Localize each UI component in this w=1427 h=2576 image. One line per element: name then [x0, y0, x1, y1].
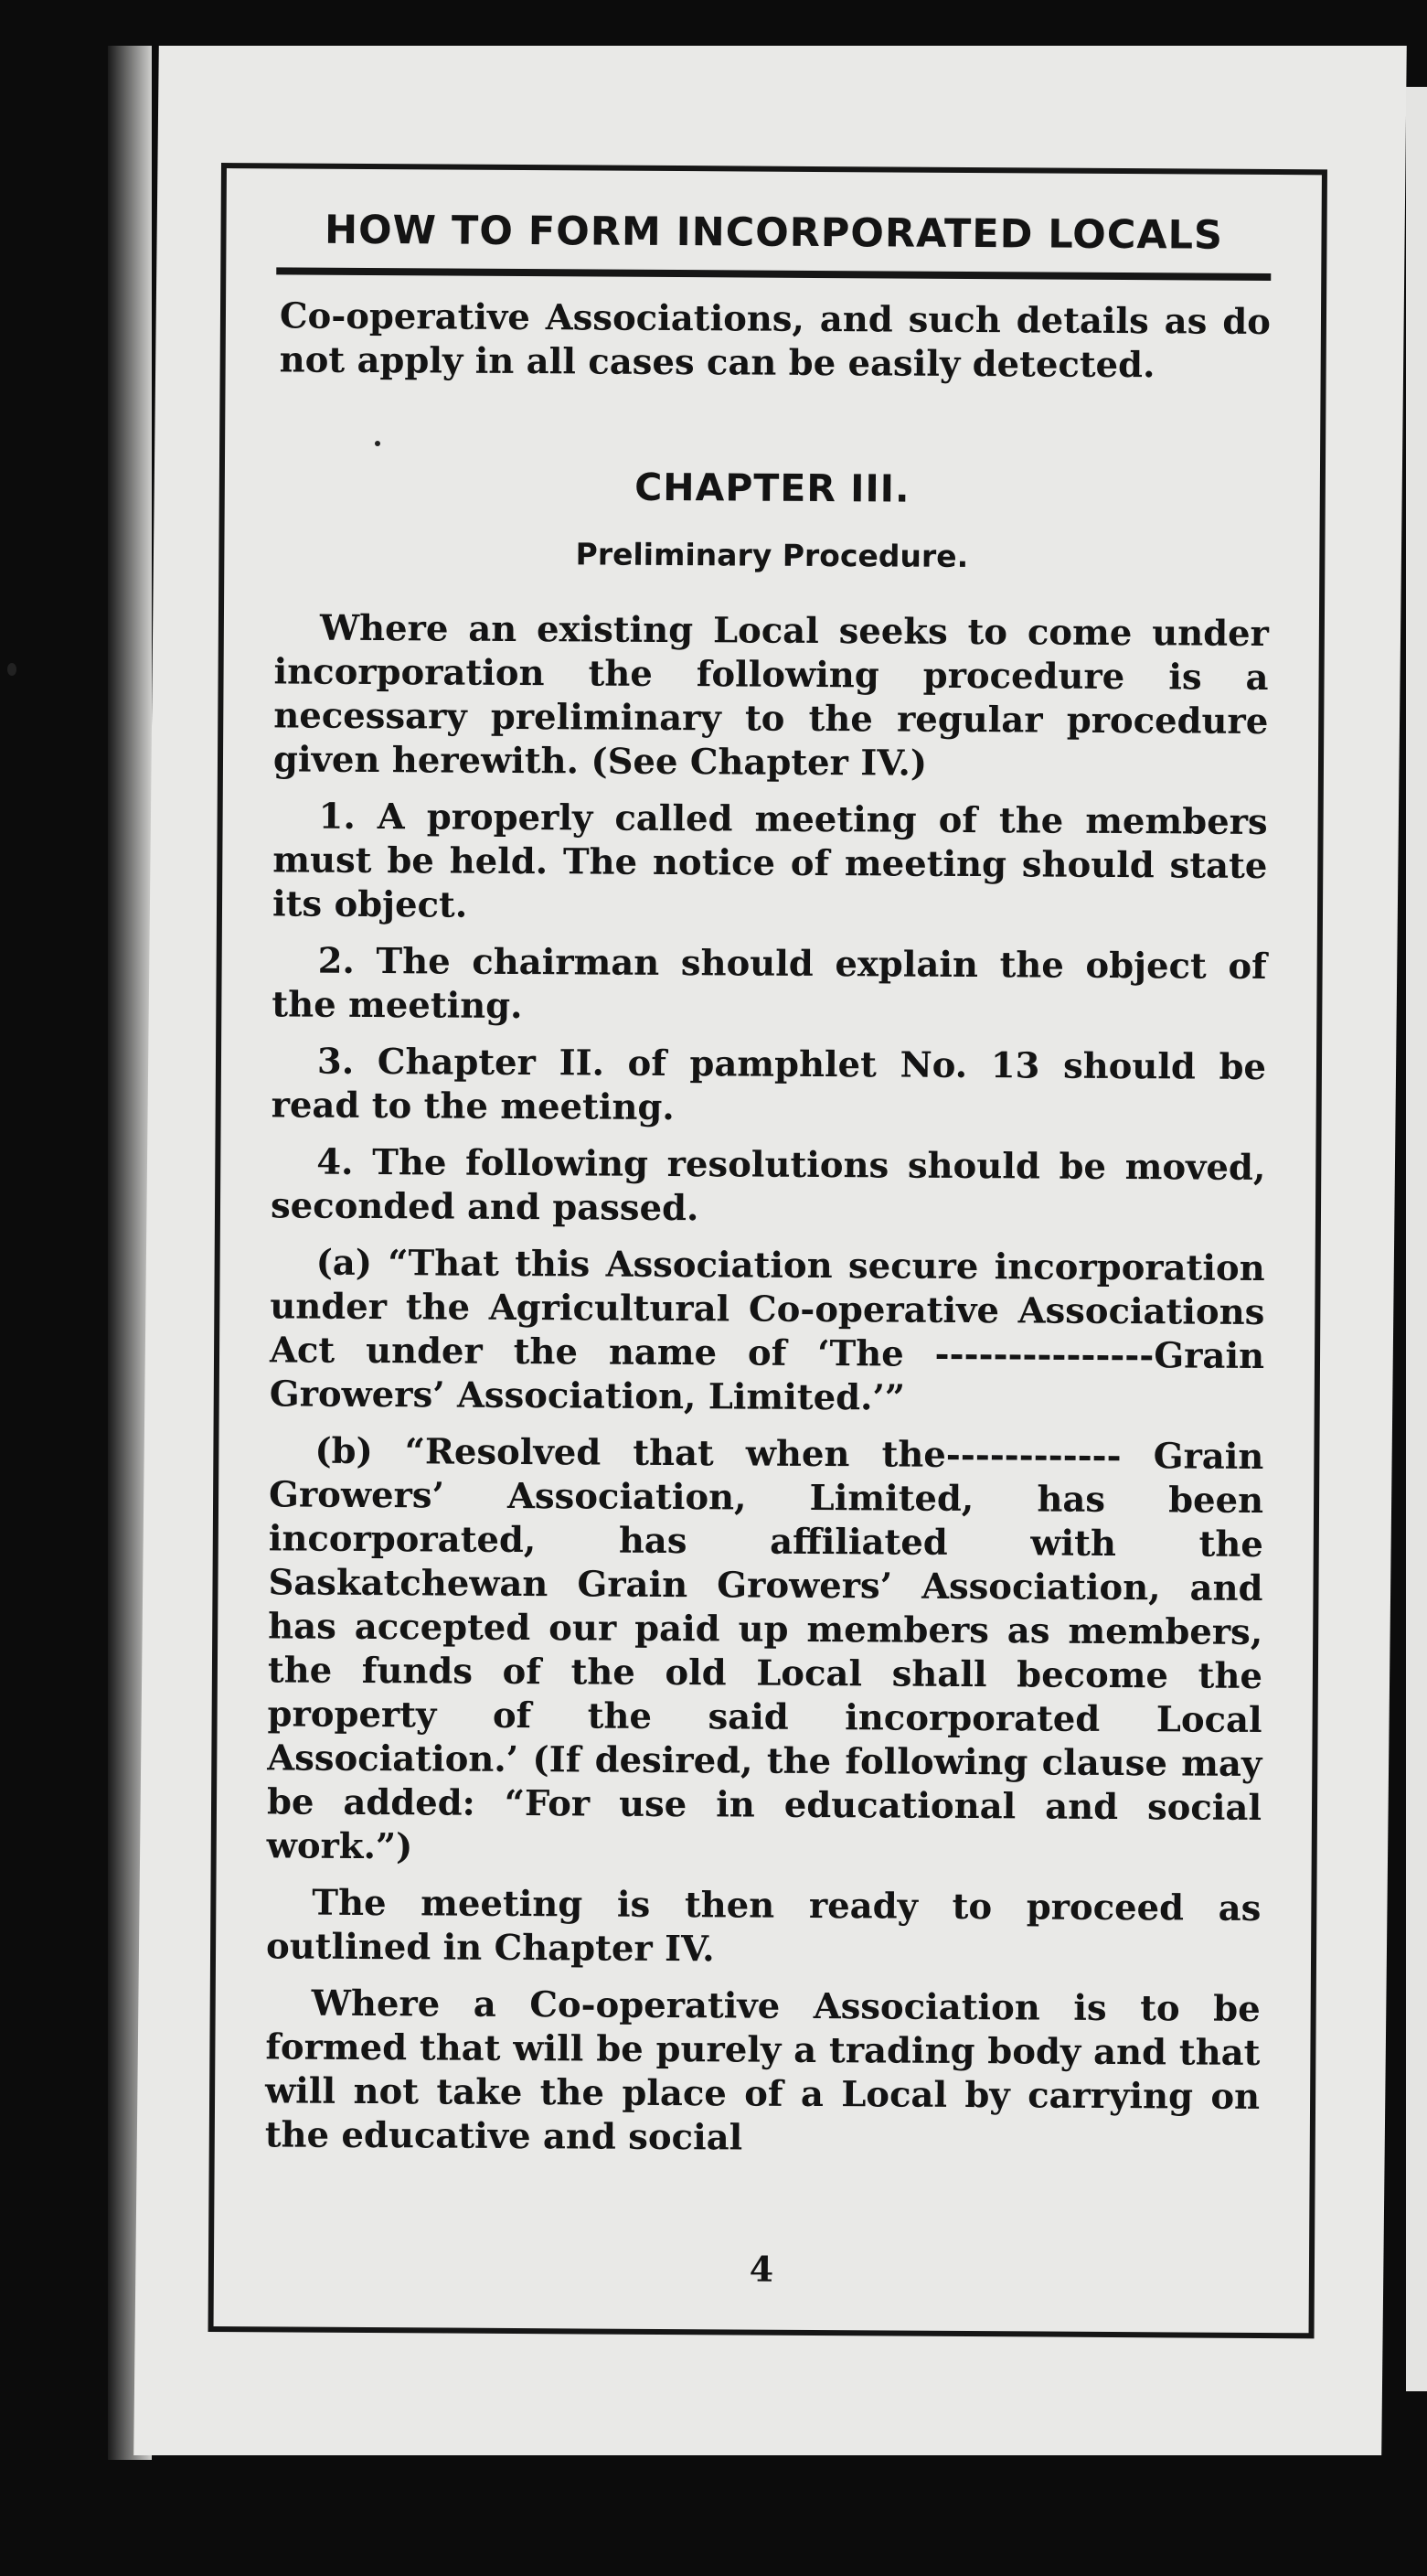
step-2-paragraph: 2. The chairman should explain the object of the meeting.: [272, 940, 1267, 1028]
intro-paragraph: Where an existing Local seeks to come under incorporation the following procedure is a necessary preliminary to the regular procedure given herewith. (See Chapter IV.): [272, 607, 1270, 785]
page-border: [208, 163, 1327, 2338]
trading-body-paragraph: Where a Co-operative Association is to be formed that will be purely a trading body and that will not take the place of a Local by carrying on the educative and social: [264, 1983, 1261, 2159]
step-4-paragraph: 4. The following resolutions should be moved, seconded and passed.: [270, 1141, 1266, 1230]
page-number: 4: [749, 2248, 774, 2290]
step-3-paragraph: 3. Chapter II. of pamphlet No. 13 should be read to the meeting.: [271, 1041, 1267, 1129]
resolution-b-paragraph: (b) “Resolved that when the------------ Grain Growers’ Association, Limited, has been incorporated, has affiliated with the Saskatchewan Grain Growers’ Association, and has accepted our paid up members as members, the funds of the old Local shall become the property of the said incorporated Local Association.’ (If desired, the following clause may be added: “For use in educational and social work.”): [266, 1430, 1264, 1868]
proceed-paragraph: The meeting is then ready to proceed as outlined in Chapter IV.: [265, 1882, 1262, 1971]
chapter-title: CHAPTER III.: [634, 465, 911, 511]
page-content: [264, 168, 1272, 2333]
running-head: HOW TO FORM INCORPORATED LOCALS: [324, 207, 1224, 259]
continuation-text: Co-operative Associations, and such details as do not apply in all cases can be easily detected.: [279, 295, 1272, 387]
head-rule: [276, 267, 1271, 281]
next-page-edge: [1406, 87, 1427, 2391]
resolution-a-paragraph: (a) “That this Association secure incorporation under the Agricultural Co-operative Associations Act under the name of ‘The ---------------Grain Growers’ Association, Limited.’”: [269, 1242, 1265, 1419]
step-1-paragraph: 1. A properly called meeting of the members must be held. The notice of meeting should state its object.: [272, 796, 1268, 926]
ink-speck: [7, 663, 16, 676]
chapter-subtitle: Preliminary Procedure.: [575, 536, 969, 574]
